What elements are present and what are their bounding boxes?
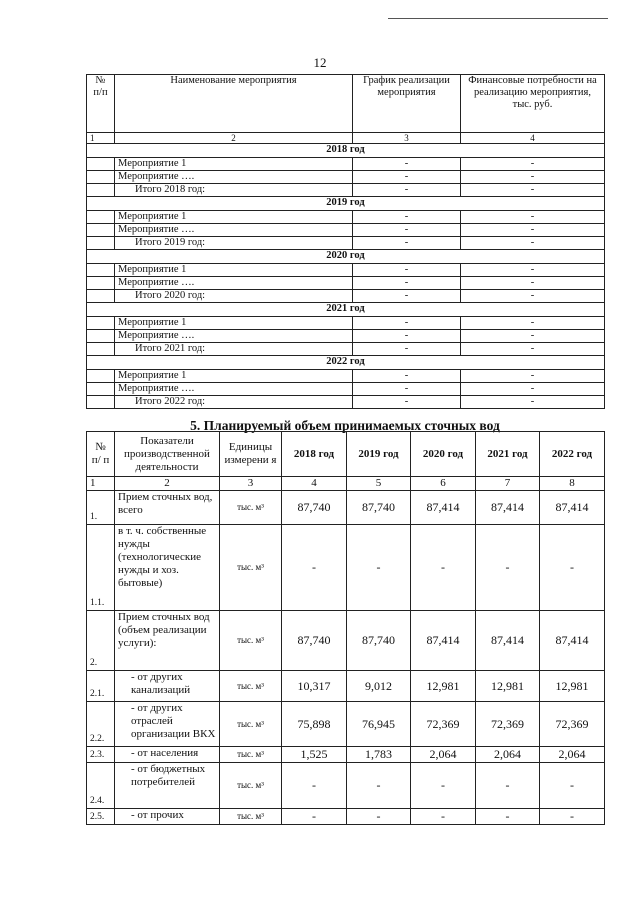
row-number-cell	[87, 184, 115, 197]
column-number: 1	[87, 477, 115, 491]
unit-cell: тыс. м³	[220, 702, 282, 747]
value-cell: 9,012	[347, 671, 411, 702]
value-cell: 10,317	[282, 671, 347, 702]
row-number: 2.1.	[87, 671, 115, 702]
value-cell: 87,414	[476, 611, 540, 671]
row-number: 2.3.	[87, 747, 115, 763]
table-row	[87, 330, 605, 343]
header-activity-name: Наименование мероприятия	[115, 75, 353, 133]
unit-cell: тыс. м³	[220, 763, 282, 809]
value-cell: -	[282, 525, 347, 611]
finance-cell: -	[461, 370, 605, 383]
activity-name: Мероприятие 1	[115, 264, 353, 277]
header-indicator: Показатели производственной деятельности	[115, 432, 220, 477]
schedule-cell: -	[353, 184, 461, 197]
schedule-cell: -	[353, 237, 461, 250]
table-row	[87, 237, 605, 250]
value-cell: 1,783	[347, 747, 411, 763]
row-number-cell	[87, 158, 115, 171]
year-heading: 2021 год	[87, 303, 605, 317]
schedule-cell: -	[353, 383, 461, 396]
row-number-cell	[87, 383, 115, 396]
value-cell: -	[347, 525, 411, 611]
finance-cell: -	[461, 224, 605, 237]
value-cell: 2,064	[476, 747, 540, 763]
row-number-cell	[87, 317, 115, 330]
header-year: 2019 год	[347, 432, 411, 477]
activity-name: Итого 2022 год:	[115, 396, 353, 409]
value-cell: -	[411, 763, 476, 809]
year-row	[87, 356, 605, 370]
activity-name: Мероприятие ….	[115, 330, 353, 343]
column-number: 3	[220, 477, 282, 491]
value-cell: -	[347, 763, 411, 809]
table-row	[87, 525, 605, 611]
finance-cell: -	[461, 158, 605, 171]
row-number-cell	[87, 396, 115, 409]
activity-name: Мероприятие 1	[115, 211, 353, 224]
schedule-cell: -	[353, 370, 461, 383]
row-number: 2.2.	[87, 702, 115, 747]
finance-cell: -	[461, 343, 605, 356]
schedule-cell: -	[353, 343, 461, 356]
column-number: 2	[115, 133, 353, 144]
header-rule	[388, 18, 608, 19]
table-row	[87, 763, 605, 809]
table-row	[87, 264, 605, 277]
activity-name: Мероприятие ….	[115, 224, 353, 237]
value-cell: 87,414	[411, 491, 476, 525]
unit-cell: тыс. м³	[220, 671, 282, 702]
header-year: 2020 год	[411, 432, 476, 477]
header-number: № п/ п	[87, 432, 115, 477]
finance-cell: -	[461, 264, 605, 277]
column-number: 4	[461, 133, 605, 144]
row-number: 1.1.	[87, 525, 115, 611]
unit-cell: тыс. м³	[220, 611, 282, 671]
header-schedule: График реализации мероприятия	[353, 75, 461, 133]
schedule-cell: -	[353, 158, 461, 171]
unit-cell: тыс. м³	[220, 491, 282, 525]
column-number-row	[87, 477, 605, 491]
table-row	[87, 702, 605, 747]
column-number: 4	[282, 477, 347, 491]
column-number: 6	[411, 477, 476, 491]
header-year: 2021 год	[476, 432, 540, 477]
value-cell: -	[476, 763, 540, 809]
header-finance: Финансовые потребности на реализацию мероприятия, тыс. руб.	[461, 75, 605, 133]
schedule-cell: -	[353, 211, 461, 224]
value-cell: 87,740	[347, 491, 411, 525]
table-row	[87, 224, 605, 237]
year-row	[87, 144, 605, 158]
value-cell: -	[540, 809, 605, 825]
value-cell: -	[476, 525, 540, 611]
value-cell: 12,981	[411, 671, 476, 702]
activities-table	[86, 74, 605, 409]
schedule-cell: -	[353, 264, 461, 277]
value-cell: 87,740	[282, 491, 347, 525]
finance-cell: -	[461, 290, 605, 303]
header-year: 2022 год	[540, 432, 605, 477]
value-cell: -	[476, 809, 540, 825]
row-number-cell	[87, 211, 115, 224]
row-number-cell	[87, 330, 115, 343]
row-number: 1.	[87, 491, 115, 525]
activity-name: Итого 2019 год:	[115, 237, 353, 250]
value-cell: 12,981	[540, 671, 605, 702]
row-number: 2.4.	[87, 763, 115, 809]
unit-cell: тыс. м³	[220, 747, 282, 763]
year-heading: 2018 год	[87, 144, 605, 158]
finance-cell: -	[461, 211, 605, 224]
value-cell: -	[540, 525, 605, 611]
row-number: 2.5.	[87, 809, 115, 825]
value-cell: -	[411, 809, 476, 825]
table-row	[87, 370, 605, 383]
table-row	[87, 184, 605, 197]
column-number: 1	[87, 133, 115, 144]
table-header-row	[87, 75, 605, 133]
year-row	[87, 197, 605, 211]
table-row	[87, 171, 605, 184]
finance-cell: -	[461, 396, 605, 409]
schedule-cell: -	[353, 290, 461, 303]
header-number: № п/п	[87, 75, 115, 133]
table-row	[87, 809, 605, 825]
year-row	[87, 250, 605, 264]
value-cell: 72,369	[476, 702, 540, 747]
activity-name: Итого 2020 год:	[115, 290, 353, 303]
value-cell: -	[540, 763, 605, 809]
table-row	[87, 158, 605, 171]
activity-name: Мероприятие 1	[115, 158, 353, 171]
row-number-cell	[87, 277, 115, 290]
table-row	[87, 277, 605, 290]
value-cell: 2,064	[540, 747, 605, 763]
indicator-name: - от населения	[115, 747, 220, 763]
value-cell: 2,064	[411, 747, 476, 763]
column-number: 8	[540, 477, 605, 491]
row-number-cell	[87, 237, 115, 250]
value-cell: 87,414	[411, 611, 476, 671]
schedule-cell: -	[353, 171, 461, 184]
value-cell: 76,945	[347, 702, 411, 747]
column-number: 5	[347, 477, 411, 491]
section-title: 5. Планируемый объем принимаемых сточных вод	[190, 418, 500, 433]
year-heading: 2019 год	[87, 197, 605, 211]
header-unit: Единицы измерени я	[220, 432, 282, 477]
finance-cell: -	[461, 317, 605, 330]
table-row	[87, 396, 605, 409]
value-cell: 72,369	[411, 702, 476, 747]
page-number: 12	[313, 55, 327, 70]
activity-name: Мероприятие ….	[115, 383, 353, 396]
value-cell: 87,740	[282, 611, 347, 671]
value-cell: 1,525	[282, 747, 347, 763]
year-heading: 2022 год	[87, 356, 605, 370]
finance-cell: -	[461, 184, 605, 197]
finance-cell: -	[461, 171, 605, 184]
header-year: 2018 год	[282, 432, 347, 477]
value-cell: 87,740	[347, 611, 411, 671]
indicator-name: - от других канализаций	[115, 671, 220, 702]
column-number: 2	[115, 477, 220, 491]
activity-name: Мероприятие ….	[115, 277, 353, 290]
schedule-cell: -	[353, 396, 461, 409]
year-heading: 2020 год	[87, 250, 605, 264]
schedule-cell: -	[353, 277, 461, 290]
indicator-name: Прием сточных вод (объем реализации услуги):	[115, 611, 220, 671]
value-cell: 87,414	[540, 491, 605, 525]
indicator-name: - от прочих	[115, 809, 220, 825]
table-row	[87, 317, 605, 330]
table-row	[87, 671, 605, 702]
unit-cell: тыс. м³	[220, 525, 282, 611]
row-number-cell	[87, 370, 115, 383]
finance-cell: -	[461, 330, 605, 343]
row-number-cell	[87, 264, 115, 277]
schedule-cell: -	[353, 317, 461, 330]
finance-cell: -	[461, 277, 605, 290]
column-number-row	[87, 133, 605, 144]
activity-name: Итого 2021 год:	[115, 343, 353, 356]
table-row	[87, 383, 605, 396]
unit-cell: тыс. м³	[220, 809, 282, 825]
value-cell: 12,981	[476, 671, 540, 702]
activity-name: Итого 2018 год:	[115, 184, 353, 197]
table-row	[87, 211, 605, 224]
row-number-cell	[87, 224, 115, 237]
table-row	[87, 747, 605, 763]
value-cell: 75,898	[282, 702, 347, 747]
value-cell: -	[347, 809, 411, 825]
table-row	[87, 343, 605, 356]
finance-cell: -	[461, 383, 605, 396]
row-number-cell	[87, 171, 115, 184]
table-row	[87, 491, 605, 525]
row-number-cell	[87, 343, 115, 356]
column-number: 3	[353, 133, 461, 144]
indicator-name: Прием сточных вод, всего	[115, 491, 220, 525]
value-cell: 72,369	[540, 702, 605, 747]
finance-cell: -	[461, 237, 605, 250]
schedule-cell: -	[353, 330, 461, 343]
year-row	[87, 303, 605, 317]
value-cell: -	[411, 525, 476, 611]
wastewater-volume-table	[86, 431, 605, 825]
activity-name: Мероприятие ….	[115, 171, 353, 184]
value-cell: -	[282, 763, 347, 809]
column-number: 7	[476, 477, 540, 491]
table-row	[87, 611, 605, 671]
value-cell: 87,414	[476, 491, 540, 525]
indicator-name: - от других отраслей организации ВКХ	[115, 702, 220, 747]
value-cell: -	[282, 809, 347, 825]
table-row	[87, 290, 605, 303]
row-number: 2.	[87, 611, 115, 671]
indicator-name: в т. ч. собственные нужды (технологические нужды и хоз. бытовые)	[115, 525, 220, 611]
table-header-row	[87, 432, 605, 477]
schedule-cell: -	[353, 224, 461, 237]
activity-name: Мероприятие 1	[115, 317, 353, 330]
activity-name: Мероприятие 1	[115, 370, 353, 383]
value-cell: 87,414	[540, 611, 605, 671]
indicator-name: - от бюджетных потребителей	[115, 763, 220, 809]
row-number-cell	[87, 290, 115, 303]
